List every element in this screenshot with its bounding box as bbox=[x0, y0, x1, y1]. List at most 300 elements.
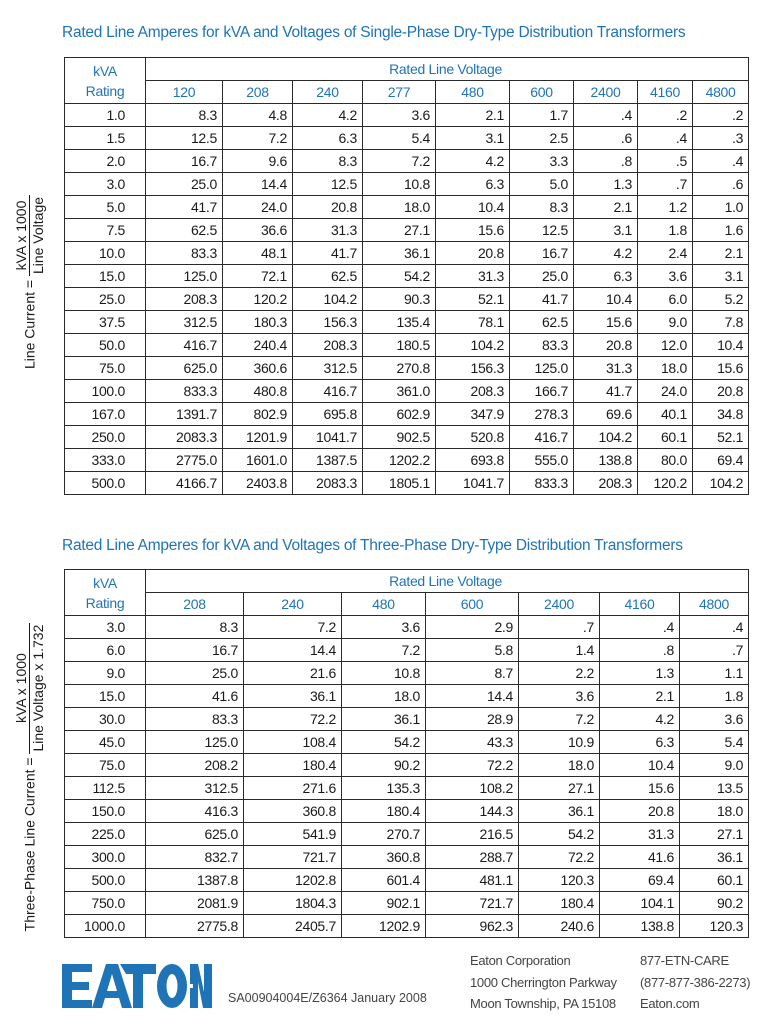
ampere-cell: 7.2 bbox=[363, 150, 436, 173]
table-row bbox=[65, 288, 749, 311]
table-row bbox=[65, 472, 749, 495]
voltage-header-cell: 480 bbox=[342, 593, 426, 616]
ampere-cell: 69.4 bbox=[693, 449, 749, 472]
ampere-cell: 80.0 bbox=[638, 449, 693, 472]
ampere-cell: 2083.3 bbox=[293, 472, 363, 495]
ampere-cell: 7.2 bbox=[223, 127, 293, 150]
ampere-cell: 10.8 bbox=[363, 173, 436, 196]
kva-cell: 250.0 bbox=[65, 426, 146, 449]
voltage-header-cell: 4160 bbox=[638, 81, 693, 104]
table-row bbox=[65, 616, 749, 639]
ampere-cell: .3 bbox=[693, 127, 749, 150]
ampere-cell: 312.5 bbox=[293, 357, 363, 380]
ampere-cell: 520.8 bbox=[436, 426, 510, 449]
kva-cell: 2.0 bbox=[65, 150, 146, 173]
ampere-cell: 60.1 bbox=[680, 869, 749, 892]
ampere-cell: 52.1 bbox=[693, 426, 749, 449]
ampere-cell: 12.5 bbox=[510, 219, 574, 242]
ampere-cell: 3.1 bbox=[693, 265, 749, 288]
ampere-cell: 1041.7 bbox=[293, 426, 363, 449]
ampere-cell: 31.3 bbox=[293, 219, 363, 242]
ampere-cell: 2775.0 bbox=[146, 449, 223, 472]
kva-cell: 6.0 bbox=[65, 639, 146, 662]
ampere-cell: 83.3 bbox=[510, 334, 574, 357]
ampere-cell: 1391.7 bbox=[146, 403, 223, 426]
ampere-cell: 125.0 bbox=[146, 265, 223, 288]
ampere-cell: 62.5 bbox=[146, 219, 223, 242]
ampere-cell: 62.5 bbox=[510, 311, 574, 334]
voltage-header-cell: 208 bbox=[146, 593, 244, 616]
kva-cell: 15.0 bbox=[65, 685, 146, 708]
three-phase-title: Rated Line Amperes for kVA and Voltages of Three-Phase Dry-Type Distribution Transformers bbox=[62, 537, 683, 554]
ampere-cell: 541.9 bbox=[244, 823, 342, 846]
ampere-cell: 15.6 bbox=[574, 311, 638, 334]
ampere-cell: 693.8 bbox=[436, 449, 510, 472]
ampere-cell: 16.7 bbox=[146, 150, 223, 173]
voltage-header-cell: 208 bbox=[223, 81, 293, 104]
ampere-cell: 10.8 bbox=[342, 662, 426, 685]
ampere-cell: 72.2 bbox=[426, 754, 519, 777]
ampere-cell: 1.3 bbox=[600, 662, 680, 685]
kva-cell: 500.0 bbox=[65, 869, 146, 892]
ampere-cell: 4.2 bbox=[293, 104, 363, 127]
ampere-cell: 104.2 bbox=[574, 426, 638, 449]
ampere-cell: 83.3 bbox=[146, 708, 244, 731]
ampere-cell: 208.3 bbox=[574, 472, 638, 495]
three-phase-formula bbox=[13, 587, 47, 967]
ampere-cell: 8.3 bbox=[146, 616, 244, 639]
ampere-cell: 10.4 bbox=[693, 334, 749, 357]
voltage-header-cell: 120 bbox=[146, 81, 223, 104]
ampere-cell: 721.7 bbox=[426, 892, 519, 915]
ampere-cell: 48.1 bbox=[223, 242, 293, 265]
kva-cell: 1000.0 bbox=[65, 915, 146, 938]
website-link[interactable]: Eaton.com bbox=[640, 996, 700, 1011]
ampere-cell: 9.0 bbox=[680, 754, 749, 777]
kva-cell: 300.0 bbox=[65, 846, 146, 869]
ampere-cell: 41.7 bbox=[146, 196, 223, 219]
ampere-cell: 12.0 bbox=[638, 334, 693, 357]
ampere-cell: 25.0 bbox=[146, 173, 223, 196]
ampere-cell: .2 bbox=[638, 104, 693, 127]
ampere-cell: 721.7 bbox=[244, 846, 342, 869]
ampere-cell: 120.3 bbox=[680, 915, 749, 938]
voltage-header-cell: 2400 bbox=[519, 593, 600, 616]
table-row bbox=[65, 892, 749, 915]
table-row bbox=[65, 173, 749, 196]
ampere-cell: 1601.0 bbox=[223, 449, 293, 472]
ampere-cell: .7 bbox=[519, 616, 600, 639]
formula-label: Three-Phase Line Current = bbox=[21, 757, 38, 932]
ampere-cell: 2405.7 bbox=[244, 915, 342, 938]
ampere-cell: 54.2 bbox=[519, 823, 600, 846]
ampere-cell: 4.2 bbox=[600, 708, 680, 731]
ampere-cell: 21.6 bbox=[244, 662, 342, 685]
ampere-cell: 1.7 bbox=[510, 104, 574, 127]
ampere-cell: 14.4 bbox=[223, 173, 293, 196]
ampere-cell: 216.5 bbox=[426, 823, 519, 846]
ampere-cell: 902.5 bbox=[363, 426, 436, 449]
voltage-header-cell: 2400 bbox=[574, 81, 638, 104]
ampere-cell: 138.8 bbox=[600, 915, 680, 938]
ampere-cell: 28.9 bbox=[426, 708, 519, 731]
ampere-cell: 14.4 bbox=[244, 639, 342, 662]
kva-cell: 3.0 bbox=[65, 173, 146, 196]
ampere-cell: 5.8 bbox=[426, 639, 519, 662]
ampere-cell: 270.8 bbox=[363, 357, 436, 380]
ampere-cell: 41.7 bbox=[510, 288, 574, 311]
ampere-cell: 625.0 bbox=[146, 357, 223, 380]
ampere-cell: 54.2 bbox=[363, 265, 436, 288]
ampere-cell: 6.3 bbox=[293, 127, 363, 150]
single-phase-title: Rated Line Amperes for kVA and Voltages of Single-Phase Dry-Type Distribution Transformers bbox=[62, 24, 686, 41]
table-row bbox=[65, 662, 749, 685]
kva-cell: 100.0 bbox=[65, 380, 146, 403]
ampere-cell: 9.0 bbox=[638, 311, 693, 334]
ampere-cell: 2083.3 bbox=[146, 426, 223, 449]
ampere-cell: 1.0 bbox=[693, 196, 749, 219]
ampere-cell: 8.3 bbox=[510, 196, 574, 219]
ampere-cell: 1202.9 bbox=[342, 915, 426, 938]
ampere-cell: 2775.8 bbox=[146, 915, 244, 938]
kva-cell: 15.0 bbox=[65, 265, 146, 288]
ampere-cell: 120.3 bbox=[519, 869, 600, 892]
ampere-cell: 288.7 bbox=[426, 846, 519, 869]
voltage-header-cell: 240 bbox=[293, 81, 363, 104]
kva-cell: 3.0 bbox=[65, 616, 146, 639]
kva-rating-header bbox=[65, 58, 146, 104]
ampere-cell: 802.9 bbox=[223, 403, 293, 426]
ampere-cell: 138.8 bbox=[574, 449, 638, 472]
ampere-cell: 602.9 bbox=[363, 403, 436, 426]
ampere-cell: .6 bbox=[693, 173, 749, 196]
ampere-cell: 8.3 bbox=[146, 104, 223, 127]
kva-cell: 75.0 bbox=[65, 754, 146, 777]
ampere-cell: 416.3 bbox=[146, 800, 244, 823]
table-row bbox=[65, 731, 749, 754]
ampere-cell: 902.1 bbox=[342, 892, 426, 915]
ampere-cell: 16.7 bbox=[510, 242, 574, 265]
address-line: Moon Township, PA 15108 bbox=[470, 996, 616, 1011]
ampere-cell: 15.6 bbox=[436, 219, 510, 242]
table-row bbox=[65, 449, 749, 472]
ampere-cell: 1.2 bbox=[638, 196, 693, 219]
ampere-cell: 31.3 bbox=[574, 357, 638, 380]
table-row bbox=[65, 104, 749, 127]
ampere-cell: 1041.7 bbox=[436, 472, 510, 495]
ampere-cell: 1.3 bbox=[574, 173, 638, 196]
ampere-cell: 72.2 bbox=[519, 846, 600, 869]
ampere-cell: .7 bbox=[638, 173, 693, 196]
ampere-cell: 3.6 bbox=[519, 685, 600, 708]
ampere-cell: 2403.8 bbox=[223, 472, 293, 495]
kva-cell: 30.0 bbox=[65, 708, 146, 731]
ampere-cell: 240.6 bbox=[519, 915, 600, 938]
table-row bbox=[65, 685, 749, 708]
ampere-cell: 1.4 bbox=[519, 639, 600, 662]
ampere-cell: .4 bbox=[680, 616, 749, 639]
ampere-cell: 2.1 bbox=[693, 242, 749, 265]
ampere-cell: 135.3 bbox=[342, 777, 426, 800]
ampere-cell: 208.3 bbox=[293, 334, 363, 357]
ampere-cell: 10.4 bbox=[600, 754, 680, 777]
ampere-cell: 1201.9 bbox=[223, 426, 293, 449]
phone-label: 877-ETN-CARE bbox=[640, 953, 729, 968]
ampere-cell: 312.5 bbox=[146, 777, 244, 800]
ampere-cell: 180.3 bbox=[223, 311, 293, 334]
table-row bbox=[65, 800, 749, 823]
kva-cell: 9.0 bbox=[65, 662, 146, 685]
ampere-cell: 962.3 bbox=[426, 915, 519, 938]
kva-cell: 75.0 bbox=[65, 357, 146, 380]
ampere-cell: 83.3 bbox=[146, 242, 223, 265]
voltage-header-cell: 600 bbox=[510, 81, 574, 104]
ampere-cell: 2.1 bbox=[600, 685, 680, 708]
ampere-cell: .5 bbox=[638, 150, 693, 173]
ampere-cell: 104.2 bbox=[293, 288, 363, 311]
voltage-header-row bbox=[65, 81, 749, 104]
ampere-cell: 108.2 bbox=[426, 777, 519, 800]
company-contact bbox=[640, 950, 750, 1015]
ampere-cell: 12.5 bbox=[146, 127, 223, 150]
ampere-cell: 1.6 bbox=[693, 219, 749, 242]
document-number: SA00904004E/Z6364 January 2008 bbox=[228, 991, 427, 1005]
kva-cell: 50.0 bbox=[65, 334, 146, 357]
ampere-cell: 25.0 bbox=[146, 662, 244, 685]
ampere-cell: 625.0 bbox=[146, 823, 244, 846]
ampere-cell: 41.6 bbox=[146, 685, 244, 708]
kva-cell: 150.0 bbox=[65, 800, 146, 823]
ampere-cell: 60.1 bbox=[638, 426, 693, 449]
ampere-cell: 24.0 bbox=[638, 380, 693, 403]
ampere-cell: 52.1 bbox=[436, 288, 510, 311]
ampere-cell: 180.5 bbox=[363, 334, 436, 357]
ampere-cell: 41.6 bbox=[600, 846, 680, 869]
ampere-cell: 360.8 bbox=[244, 800, 342, 823]
ampere-cell: 120.2 bbox=[638, 472, 693, 495]
kva-cell: 333.0 bbox=[65, 449, 146, 472]
ampere-cell: .6 bbox=[574, 127, 638, 150]
kva-cell: 500.0 bbox=[65, 472, 146, 495]
table-row bbox=[65, 127, 749, 150]
table-row bbox=[65, 915, 749, 938]
ampere-cell: 9.6 bbox=[223, 150, 293, 173]
table-row bbox=[65, 196, 749, 219]
ampere-cell: 2.5 bbox=[510, 127, 574, 150]
ampere-cell: 278.3 bbox=[510, 403, 574, 426]
ampere-cell: 270.7 bbox=[342, 823, 426, 846]
ampere-cell: 1805.1 bbox=[363, 472, 436, 495]
ampere-cell: 2.9 bbox=[426, 616, 519, 639]
kva-rating-header bbox=[65, 570, 146, 616]
ampere-cell: .7 bbox=[680, 639, 749, 662]
ampere-cell: 36.1 bbox=[519, 800, 600, 823]
kva-cell: 1.5 bbox=[65, 127, 146, 150]
ampere-cell: 144.3 bbox=[426, 800, 519, 823]
ampere-cell: 3.6 bbox=[680, 708, 749, 731]
table-row bbox=[65, 242, 749, 265]
ampere-cell: 180.4 bbox=[342, 800, 426, 823]
ampere-cell: .8 bbox=[574, 150, 638, 173]
ampere-cell: 2.2 bbox=[519, 662, 600, 685]
kva-cell: 5.0 bbox=[65, 196, 146, 219]
formula-denominator: Line Voltage bbox=[30, 196, 46, 275]
ampere-cell: 7.2 bbox=[342, 639, 426, 662]
company-address bbox=[470, 950, 617, 1015]
ampere-cell: 1387.5 bbox=[293, 449, 363, 472]
ampere-cell: 156.3 bbox=[436, 357, 510, 380]
ampere-cell: 10.9 bbox=[519, 731, 600, 754]
ampere-cell: 208.3 bbox=[436, 380, 510, 403]
ampere-cell: 104.2 bbox=[436, 334, 510, 357]
ampere-cell: 695.8 bbox=[293, 403, 363, 426]
voltage-header-cell: 4800 bbox=[693, 81, 749, 104]
ampere-cell: .4 bbox=[600, 616, 680, 639]
ampere-cell: .4 bbox=[574, 104, 638, 127]
ampere-cell: 34.8 bbox=[693, 403, 749, 426]
ampere-cell: 27.1 bbox=[363, 219, 436, 242]
ampere-cell: 120.2 bbox=[223, 288, 293, 311]
ampere-cell: 125.0 bbox=[510, 357, 574, 380]
ampere-cell: 7.2 bbox=[244, 616, 342, 639]
voltage-header-cell: 600 bbox=[426, 593, 519, 616]
ampere-cell: 2.1 bbox=[436, 104, 510, 127]
ampere-cell: 104.2 bbox=[693, 472, 749, 495]
formula-numerator: kVA x 1000 bbox=[13, 195, 30, 276]
table-row bbox=[65, 426, 749, 449]
address-line: 1000 Cherrington Parkway bbox=[470, 974, 617, 990]
ampere-cell: 25.0 bbox=[510, 265, 574, 288]
ampere-cell: 208.2 bbox=[146, 754, 244, 777]
kva-cell: 750.0 bbox=[65, 892, 146, 915]
ampere-cell: 312.5 bbox=[146, 311, 223, 334]
ampere-cell: 5.2 bbox=[693, 288, 749, 311]
ampere-cell: 361.0 bbox=[363, 380, 436, 403]
table-row bbox=[65, 311, 749, 334]
ampere-cell: 2.1 bbox=[574, 196, 638, 219]
ampere-cell: 20.8 bbox=[574, 334, 638, 357]
ampere-cell: 555.0 bbox=[510, 449, 574, 472]
table-row bbox=[65, 823, 749, 846]
ampere-cell: .4 bbox=[693, 150, 749, 173]
ampere-cell: 31.3 bbox=[600, 823, 680, 846]
ampere-cell: 36.6 bbox=[223, 219, 293, 242]
ampere-cell: 72.1 bbox=[223, 265, 293, 288]
ampere-cell: 1.8 bbox=[638, 219, 693, 242]
ampere-cell: 3.1 bbox=[436, 127, 510, 150]
table-row bbox=[65, 380, 749, 403]
ampere-cell: 90.2 bbox=[342, 754, 426, 777]
kva-header-text: kVA Rating bbox=[85, 62, 125, 99]
ampere-cell: 347.9 bbox=[436, 403, 510, 426]
ampere-cell: 90.2 bbox=[680, 892, 749, 915]
ampere-cell: 18.0 bbox=[519, 754, 600, 777]
ampere-cell: 20.8 bbox=[693, 380, 749, 403]
ampere-cell: 3.1 bbox=[574, 219, 638, 242]
kva-cell: 1.0 bbox=[65, 104, 146, 127]
ampere-cell: 4.2 bbox=[436, 150, 510, 173]
ampere-cell: 7.8 bbox=[693, 311, 749, 334]
ampere-cell: 3.6 bbox=[638, 265, 693, 288]
ampere-cell: .4 bbox=[638, 127, 693, 150]
ampere-cell: 14.4 bbox=[426, 685, 519, 708]
ampere-cell: 180.4 bbox=[519, 892, 600, 915]
ampere-cell: 3.6 bbox=[342, 616, 426, 639]
voltage-header-cell: 240 bbox=[244, 593, 342, 616]
ampere-cell: 27.1 bbox=[680, 823, 749, 846]
table-row bbox=[65, 150, 749, 173]
ampere-cell: .2 bbox=[693, 104, 749, 127]
single-phase-table bbox=[64, 57, 749, 495]
kva-cell: 7.5 bbox=[65, 219, 146, 242]
ampere-cell: 2.4 bbox=[638, 242, 693, 265]
ampere-cell: 108.4 bbox=[244, 731, 342, 754]
ampere-cell: 18.0 bbox=[680, 800, 749, 823]
ampere-cell: 10.4 bbox=[574, 288, 638, 311]
table-row bbox=[65, 754, 749, 777]
voltage-header-cell: 4160 bbox=[600, 593, 680, 616]
table-row bbox=[65, 639, 749, 662]
table-row bbox=[65, 708, 749, 731]
ampere-cell: 15.6 bbox=[693, 357, 749, 380]
ampere-cell: 69.6 bbox=[574, 403, 638, 426]
rated-line-voltage-header: Rated Line Voltage bbox=[146, 570, 749, 593]
ampere-cell: 601.4 bbox=[342, 869, 426, 892]
ampere-cell: 16.7 bbox=[146, 639, 244, 662]
rated-line-voltage-header: Rated Line Voltage bbox=[146, 58, 749, 81]
ampere-cell: 832.7 bbox=[146, 846, 244, 869]
ampere-cell: 1387.8 bbox=[146, 869, 244, 892]
kva-cell: 45.0 bbox=[65, 731, 146, 754]
ampere-cell: 12.5 bbox=[293, 173, 363, 196]
ampere-cell: 4.2 bbox=[574, 242, 638, 265]
table-row bbox=[65, 265, 749, 288]
ampere-cell: 15.6 bbox=[600, 777, 680, 800]
ampere-cell: 5.0 bbox=[510, 173, 574, 196]
ampere-cell: 104.1 bbox=[600, 892, 680, 915]
ampere-cell: 135.4 bbox=[363, 311, 436, 334]
three-phase-table bbox=[64, 569, 749, 938]
ampere-cell: 36.1 bbox=[363, 242, 436, 265]
ampere-cell: 27.1 bbox=[519, 777, 600, 800]
single-phase-body bbox=[65, 104, 749, 495]
table-row bbox=[65, 219, 749, 242]
ampere-cell: 1202.2 bbox=[363, 449, 436, 472]
single-phase-formula bbox=[13, 122, 47, 442]
ampere-cell: 416.7 bbox=[510, 426, 574, 449]
ampere-cell: 125.0 bbox=[146, 731, 244, 754]
ampere-cell: 4.8 bbox=[223, 104, 293, 127]
voltage-header-cell: 4800 bbox=[680, 593, 749, 616]
ampere-cell: 18.0 bbox=[363, 196, 436, 219]
ampere-cell: 20.8 bbox=[436, 242, 510, 265]
voltage-header-cell: 480 bbox=[436, 81, 510, 104]
kva-header-text: kVA Rating bbox=[85, 574, 125, 611]
kva-cell: 225.0 bbox=[65, 823, 146, 846]
ampere-cell: 36.1 bbox=[680, 846, 749, 869]
kva-cell: 10.0 bbox=[65, 242, 146, 265]
ampere-cell: 240.4 bbox=[223, 334, 293, 357]
ampere-cell: 1202.8 bbox=[244, 869, 342, 892]
ampere-cell: 7.2 bbox=[519, 708, 600, 731]
ampere-cell: 1804.3 bbox=[244, 892, 342, 915]
ampere-cell: 180.4 bbox=[244, 754, 342, 777]
ampere-cell: 20.8 bbox=[600, 800, 680, 823]
ampere-cell: 18.0 bbox=[638, 357, 693, 380]
formula-numerator: kVA x 1000 bbox=[13, 623, 30, 754]
ampere-cell: 24.0 bbox=[223, 196, 293, 219]
table-row bbox=[65, 403, 749, 426]
